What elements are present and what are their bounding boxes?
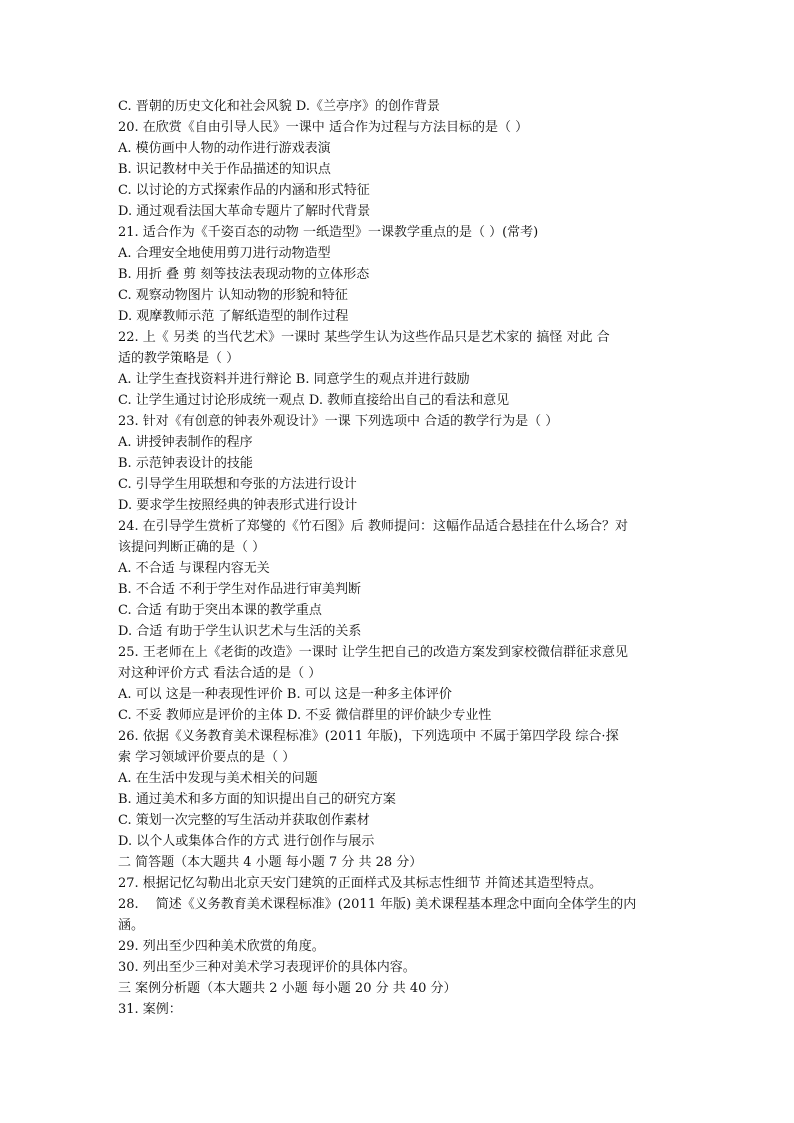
text-line: B. 用折 叠 剪 刻等技法表现动物的立体形态: [118, 267, 370, 282]
text-line: B. 示范钟表设计的技能: [118, 456, 253, 471]
document-page: [118, 96, 684, 1020]
text-line: A. 讲授钟表制作的程序: [118, 435, 253, 450]
text-line: 涵。: [118, 918, 145, 933]
text-line: B. 识记教材中关于作品描述的知识点: [118, 162, 331, 177]
text-line: 20. 在欣赏《自由引导人民》一课中 适合作为过程与方法目标的是（ ）: [118, 120, 529, 135]
text-line: 21. 适合作为《千姿百态的动物 一纸造型》一课教学重点的是（ ）(常考): [118, 225, 539, 240]
text-line: 30. 列出至少三种对美术学习表现评价的具体内容。: [118, 960, 416, 975]
text-line: 对这种评价方式 看法合适的是（ ）: [118, 666, 322, 681]
text-line: C. 以讨论的方式探索作品的内涵和形式特征: [118, 183, 370, 198]
text-line: A. 合理安全地使用剪刀进行动物造型: [118, 246, 331, 261]
text-line: C. 晋朝的历史文化和社会风貌 D.《兰亭序》的创作背景: [118, 99, 440, 114]
text-line: C. 策划一次完整的写生活动并获取创作素材: [118, 813, 370, 828]
text-line: B. 不合适 不利于学生对作品进行审美判断: [118, 582, 361, 597]
text-line: D. 观摩教师示范 了解纸造型的制作过程: [118, 309, 349, 324]
text-line: 三 案例分析题（本大题共 2 小题 每小题 20 分 共 40 分）: [118, 981, 457, 996]
text-line: D. 通过观看法国大革命专题片了解时代背景: [118, 204, 371, 219]
text-line: 22. 上《 另类 的当代艺术》一课时 某些学生认为这些作品只是艺术家的 搞怪 对此 合: [118, 330, 610, 345]
text-line: C. 不妥 教师应是评价的主体 D. 不妥 微信群里的评价缺少专业性: [118, 708, 492, 723]
text-line: A. 可以 这是一种表现性评价 B. 可以 这是一种多主体评价: [118, 687, 452, 702]
text-line: 24. 在引导学生赏析了郑燮的《竹石图》后 教师提问：这幅作品适合悬挂在什么场合？对: [118, 519, 628, 534]
text-line: 索 学习领域评价要点的是（ ）: [118, 750, 296, 765]
text-line: A. 让学生查找资料并进行辩论 B. 同意学生的观点并进行鼓励: [118, 372, 470, 387]
text-line: 31. 案例：: [118, 1002, 182, 1017]
text-line: A. 在生活中发现与美术相关的问题: [118, 771, 318, 786]
text-line: 该提问判断正确的是（ ）: [118, 540, 266, 555]
text-line: C. 引导学生用联想和夸张的方法进行设计: [118, 477, 357, 492]
text-line: D. 合适 有助于学生认识艺术与生活的关系: [118, 624, 362, 639]
text-line: C. 让学生通过讨论形成统一观点 D. 教师直接给出自己的看法和意见: [118, 393, 510, 408]
text-line: 27. 根据记忆勾勒出北京天安门建筑的正面样式及其标志性细节 并简述其造型特点。: [118, 876, 602, 891]
text-line: A. 不合适 与课程内容无关: [118, 561, 270, 576]
text-line: 适的教学策略是（ ）: [118, 351, 240, 366]
text-line: A. 模仿画中人物的动作进行游戏表演: [118, 141, 331, 156]
text-line: 28. 简述《义务教育美术课程标准》(2011 年版) 美术课程基本理念中面向全体学生的内: [118, 897, 637, 912]
text-line: 25. 王老师在上《老街的改造》一课时 让学生把自己的改造方案发到家校微信群征求意见: [118, 645, 628, 660]
text-line: D. 要求学生按照经典的钟表形式进行设计: [118, 498, 358, 513]
text-line: D. 以个人或集体合作的方式 进行创作与展示: [118, 834, 375, 849]
text-line: C. 合适 有助于突出本课的教学重点: [118, 603, 322, 618]
text-line: C. 观察动物图片 认知动物的形貌和特征: [118, 288, 348, 303]
text-line: 二 简答题（本大题共 4 小题 每小题 7 分 共 28 分）: [118, 855, 423, 870]
text-line: 29. 列出至少四种美术欣赏的角度。: [118, 939, 325, 954]
text-line: 26. 依据《义务教育美术课程标准》(2011 年版)，下列选项中 不属于第四学段 综合·探: [118, 729, 619, 744]
text-line: 23. 针对《有创意的钟表外观设计》一课 下列选项中 合适的教学行为是（ ）: [118, 414, 559, 429]
text-line: B. 通过美术和多方面的知识提出自己的研究方案: [118, 792, 396, 807]
